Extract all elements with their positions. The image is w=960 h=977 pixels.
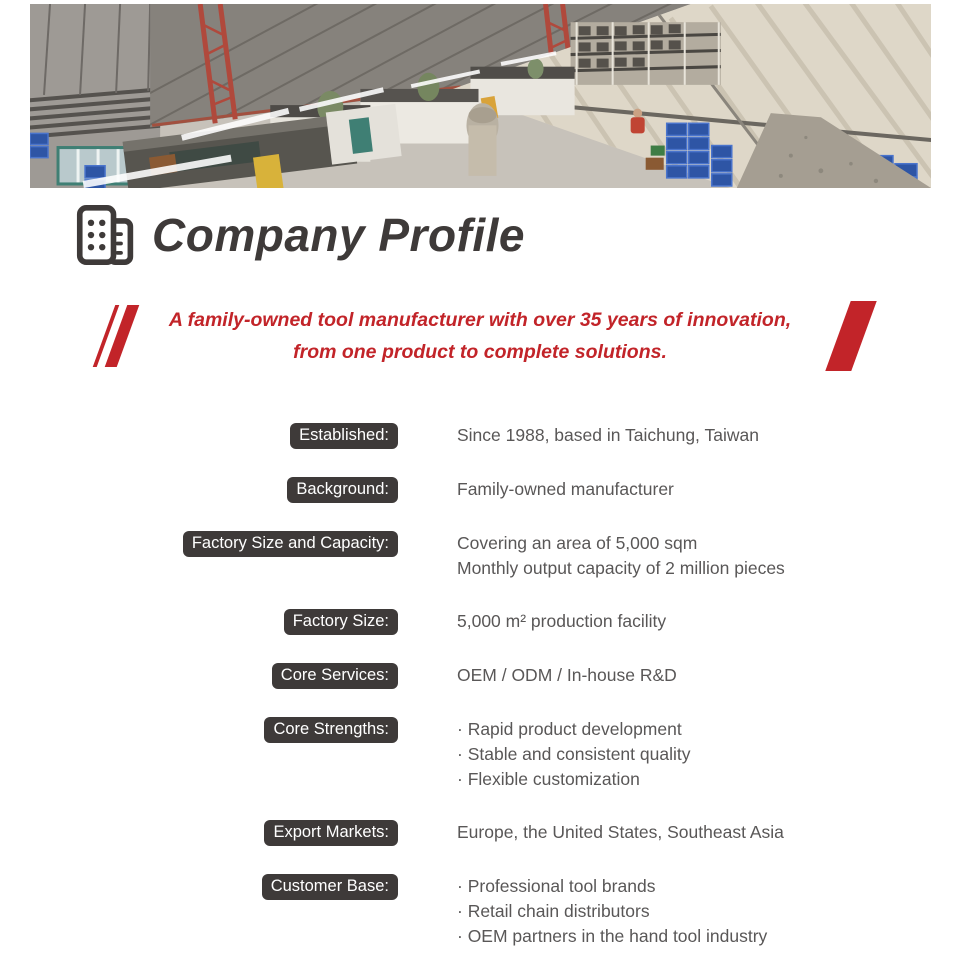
factory-photo: [30, 4, 931, 188]
profile-label-badge: Customer Base:: [262, 874, 398, 900]
profile-label-badge: Export Markets:: [264, 820, 398, 846]
profile-value: · Rapid product development: [457, 719, 682, 739]
profile-row-established: [0, 423, 960, 449]
profile-value: · Flexible customization: [457, 769, 640, 789]
profile-label-badge: Factory Size and Capacity:: [183, 531, 398, 557]
profile-label-badge: Core Services:: [272, 663, 398, 689]
tagline-line-1: A family-owned tool manufacturer with over 35 years of innovation,: [168, 309, 792, 331]
tagline: [0, 304, 960, 368]
profile-row-core-services: [0, 663, 960, 689]
profile-row-factory-size-capacity: [0, 531, 960, 581]
factory-photo-illustration: [30, 4, 931, 188]
profile-label-badge: Established:: [290, 423, 398, 449]
tagline-banner: [0, 300, 960, 376]
profile-label-badge: Background:: [287, 477, 398, 503]
section-header: [76, 204, 525, 266]
profile-value: · OEM partners in the hand tool industry: [457, 926, 768, 946]
buildings-icon: [76, 204, 136, 266]
page-title: Company Profile: [152, 209, 526, 261]
profile-row-customer-base: [0, 874, 960, 949]
profile-value: · Professional tool brands: [457, 876, 656, 896]
profile-value: Covering an area of 5,000 sqm: [457, 533, 698, 553]
profile-value: · Retail chain distributors: [457, 901, 650, 921]
profile-value: · Stable and consistent quality: [457, 744, 691, 764]
profile-row-export-markets: [0, 820, 960, 846]
profile-value: OEM / ODM / In-house R&D: [457, 665, 677, 685]
profile-row-background: [0, 477, 960, 503]
profile-value: Family-owned manufacturer: [457, 479, 674, 499]
profile-value: Europe, the United States, Southeast Asia: [457, 822, 784, 842]
profile-label-badge: Factory Size:: [284, 609, 398, 635]
company-profile-list: [0, 423, 960, 977]
profile-label-badge: Core Strengths:: [264, 717, 398, 743]
profile-value: Since 1988, based in Taichung, Taiwan: [457, 425, 759, 445]
profile-value: 5,000 m² production facility: [457, 611, 667, 631]
profile-row-core-strengths: [0, 717, 960, 792]
profile-row-factory-size: [0, 609, 960, 635]
tagline-line-2: from one product to complete solutions.: [293, 341, 667, 363]
profile-value: Monthly output capacity of 2 million pieces: [457, 558, 785, 578]
